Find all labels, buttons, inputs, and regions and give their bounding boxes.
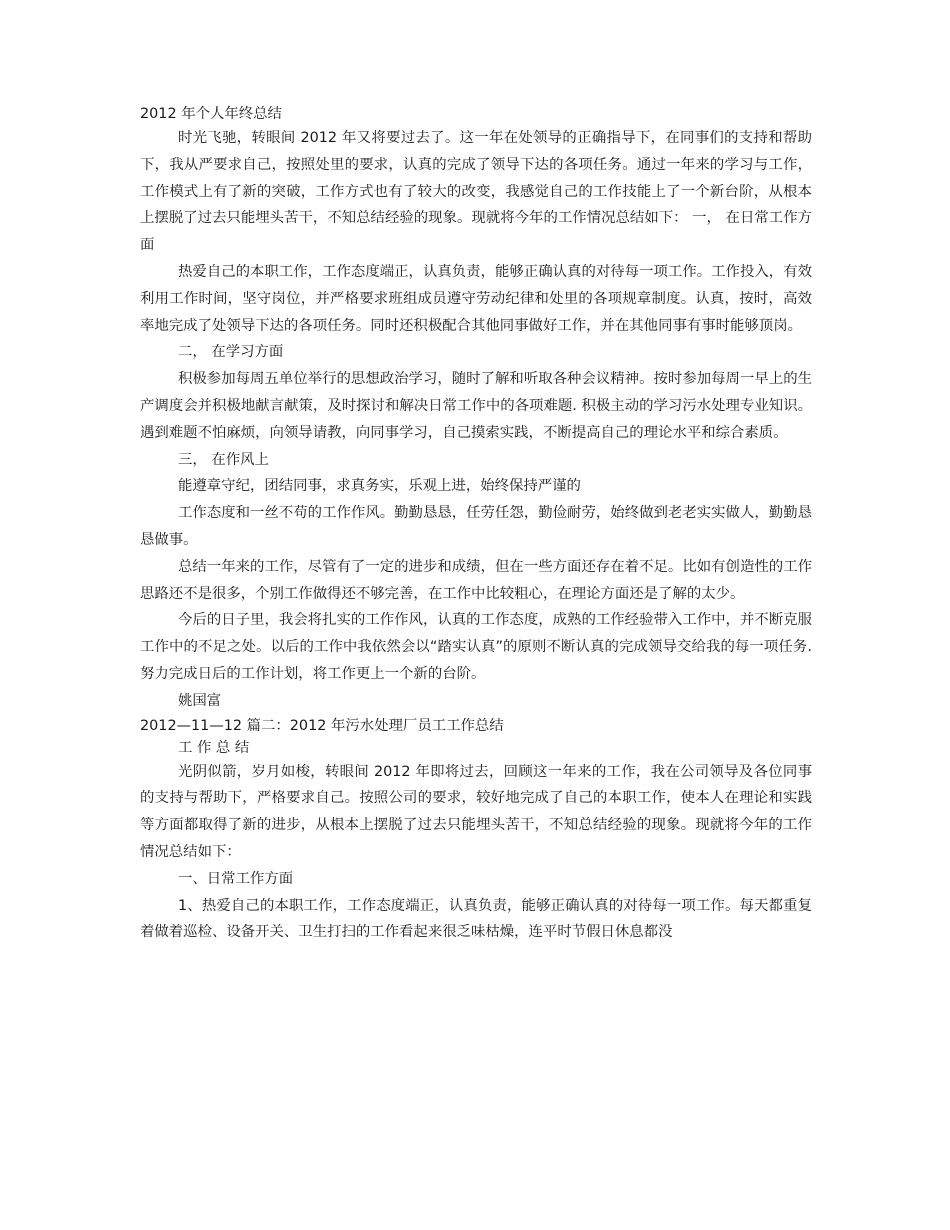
paragraph-future: 今后的日子里，我会将扎实的工作作风，认真的工作态度，成熟的工作经验带入工作中，并不断克服工作中的不足之处。以后的工作中我依然会以“踏实认真”的原则不断认真的完成领导交给我的每一项任务. 努力完成日后的工作计划，将工作更上一个新的台阶。: [140, 612, 812, 682]
paragraph-work-style-line2: 工作态度和一丝不苟的工作作风。勤勤恳恳，任劳任怨，勤俭耐劳，始终做到老老实实做人，勤勤恳恳做事。: [140, 505, 812, 548]
paragraph-daily-work: 热爱自己的本职工作，工作态度端正，认真负责，能够正确认真的对待每一项工作。工作投入，有效利用工作时间，坚守岗位，并严格要求班组成员遵守劳动纪律和处里的各项规章制度。认真，按时，高效率地完成了处领导下达的各项任务。同时还积极配合其他同事做好工作，并在其他同事有事时能够顶岗。: [140, 263, 812, 334]
date-and-part2-heading: 2012—11—12 篇二：2012 年污水处理厂员工工作总结: [140, 717, 504, 734]
paragraph-intro: 时光飞驰，转眼间 2012 年又将要过去了。这一年在处领导的正确指导下，在同事们的支持和帮助下，我从严要求自己，按照处里的要求，认真的完成了领导下达的各项任务。通过一年来的学习与工作，工作模式上有了新的突破，工作方式也有了较大的改变，我感觉自己的工作技能上了一个新台阶，从根本上摆脱了过去只能埋头苦干，不知总结经验的现象。现就将今年的工作情况总结如下： 一， 在日常工作方面: [140, 130, 812, 254]
heading-study: 二， 在学习方面: [178, 344, 284, 361]
paragraph-summary: 总结一年来的工作，尽管有了一定的进步和成绩，但在一些方面还存在着不足。比如有创造性的工作思路还不是很多，个别工作做得还不够完善，在工作中比较粗心，在理论方面还是了解的太少。: [140, 558, 812, 602]
paragraph-work-style-line1: 能遵章守纪，团结同事，求真务实，乐观上进，始终保持严谨的: [178, 478, 581, 495]
part2-paragraph-intro: 光阴似箭，岁月如梭，转眼间 2012 年即将过去，回顾这一年来的工作，我在公司领导及各位同事的支持与帮助下，严格要求自己。按照公司的要求，较好地完成了自己的本职工作，使本人在理论和实践等方面都取得了新的进步，从根本上摆脱了过去只能埋头苦干，不知总结经验的现象。现就将今年的工作情况总结如下：: [140, 763, 812, 860]
paragraph-study: 积极参加每周五单位举行的思想政治学习，随时了解和听取各种会议精神。按时参加每周一早上的生产调度会并积极地献言献策，及时探讨和解决日常工作中的各项难题. 积极主动的学习污水处理专业知识。遇到难题不怕麻烦，向领导请教，向同事学习，自己摸索实践，不断提高自己的理论水平和综合素质。: [140, 371, 812, 441]
signature: 姚国富: [178, 692, 222, 709]
part2-heading-daily-work: 一、日常工作方面: [178, 870, 294, 887]
heading-work-style: 三， 在作风上: [178, 451, 269, 468]
part2-title: 工 作 总 结: [178, 739, 250, 756]
part2-item-1: 1、热爱自己的本职工作，工作态度端正，认真负责，能够正确认真的对待每一项工作。每天都重复着做着巡检、设备开关、卫生打扫的工作看起来很乏味枯燥，连平时节假日休息都没: [140, 897, 812, 941]
document-title: 2012 年个人年终总结: [140, 106, 282, 122]
document-page: [140, 103, 812, 946]
